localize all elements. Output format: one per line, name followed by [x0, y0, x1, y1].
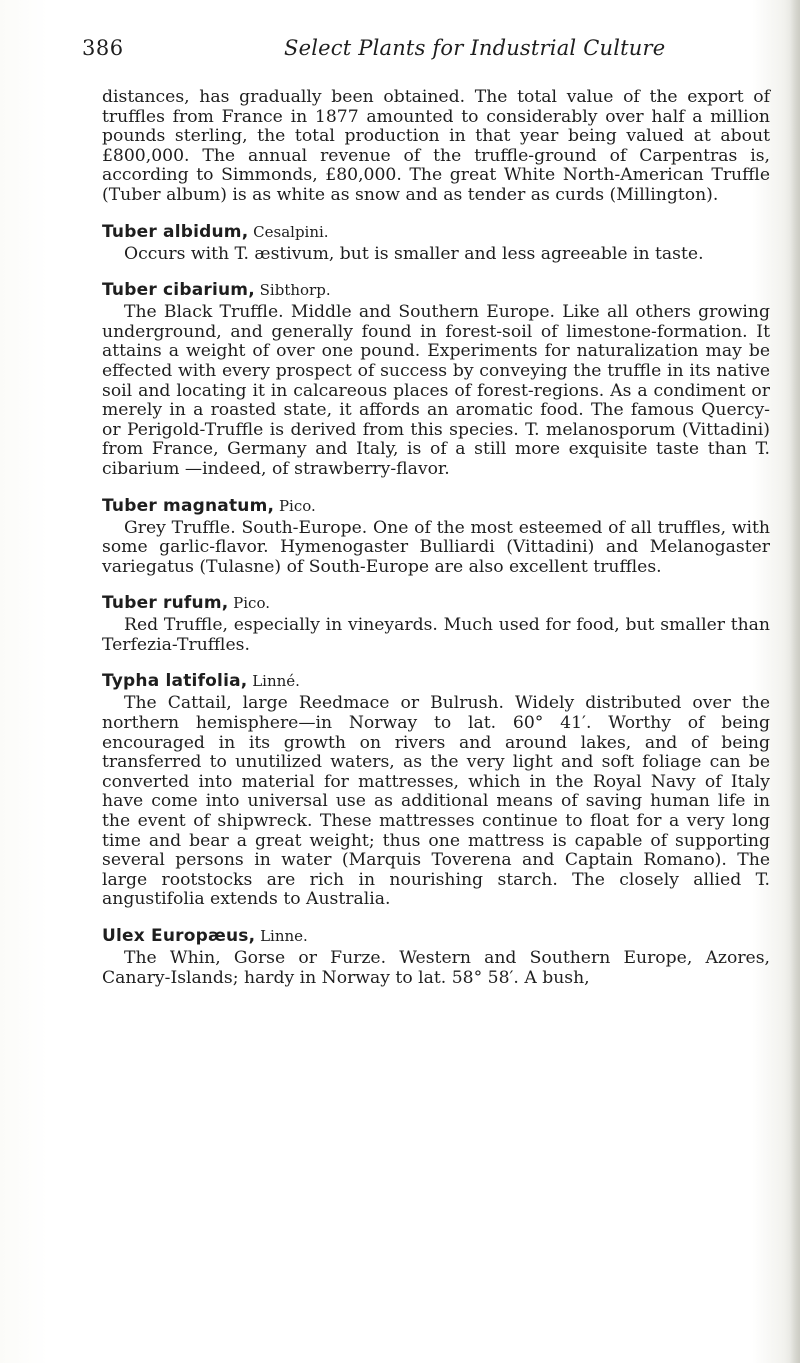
species-name: Tuber cibarium, [102, 280, 255, 301]
entry-description: Occurs with T. æstivum, but is smaller and less agreeable in taste. [124, 243, 704, 264]
entry-heading [102, 671, 770, 691]
entry-description: Red Truffle, especially in vineyards. Much used for food, but smaller than Terfezia-Truffles. [102, 615, 770, 655]
species-author: Cesalpini. [253, 222, 329, 241]
entry-description: The Cattail, large Reedmace or Bulrush. Widely distributed over the northern hemisphere—in Norway to lat. 60° 41′. Worthy of being encouraged in its growth on rivers and around lakes, and of being transferred to unutilized waters, as the very light and soft foliage can be converted into material for mattresses, which in the Royal Navy of Italy have come into universal use as additional means of saving human life in the event of shipwreck. These mattresses continue to float for a very long time and bear a great weight; thus one mattress is capable of supporting several persons in water (Marquis Toverena and Captain Romano). The large rootstocks are rich in nourishing starch. The closely allied T. angustifolia extends to Australia. [102, 693, 770, 910]
page-edge-shadow [790, 0, 800, 1363]
species-name: Tuber albidum, [102, 221, 249, 242]
species-name: Ulex Europæus, [102, 926, 256, 946]
species-author: Pico. [233, 594, 270, 613]
intro-paragraph: distances, has gradually been obtained. The total value of the export of truffles from France in 1877 amounted to considerably over half a million pounds sterling, the total production in that year being valued at about £800,000. The annual revenue of the truffle-ground of Carpentras is, according to Simmonds, £80,000. The great White North-American Truffle (Tuber album) is as white as snow and as tender as curds (Millington). [102, 87, 770, 205]
species-name: Tuber rufum, [102, 593, 229, 614]
entry-tuber-magnatum [102, 496, 770, 578]
entry-heading [102, 496, 770, 516]
entry-heading [102, 926, 770, 946]
entry-tuber-cibarium [102, 280, 770, 479]
entry-heading [102, 222, 770, 242]
species-author: Linné. [252, 672, 300, 691]
entry-heading [102, 280, 770, 300]
page-header [82, 36, 762, 66]
page-body [102, 88, 770, 988]
entry-typha-latifolia [102, 671, 770, 910]
entry-description: The Whin, Gorse or Furze. Western and Southern Europe, Azores, Canary-Islands; hardy in Norway to lat. 58° 58′. A bush, [102, 948, 770, 988]
species-author: Linne. [260, 927, 308, 945]
entry-heading [102, 593, 770, 613]
entry-description: The Black Truffle. Middle and Southern Europe. Like all others growing underground, and generally found in forest-soil of limestone-formation. It attains a weight of over one pound. Experiments for naturalization may be effected with every prospect of success by conveying the truffle in its native soil and locating it in calcareous places of forest-regions. As a condiment or merely in a roasted state, it affords an aromatic food. The famous Quercy- or Perigold-Truffle is derived from this species. T. melanosporum (Vittadini) from France, Germany and Italy, is of a still more exquisite taste than T. cibarium —indeed, of strawberry-flavor. [102, 302, 770, 479]
species-author: Pico. [278, 496, 316, 515]
species-author: Sibthorp. [259, 281, 331, 300]
species-name: Typha latifolia, [102, 671, 248, 692]
running-title: Select Plants for Industrial Culture [284, 36, 666, 60]
entry-tuber-rufum [102, 593, 770, 655]
entry-tuber-albidum [102, 222, 770, 265]
entry-description: Grey Truffle. South-Europe. One of the most esteemed of all truffles, with some garlic-flavor. Hymenogaster Bulliardi (Vittadini) and Melanogaster variegatus (Tulasne) of South-Europe are also excellent truffles. [102, 517, 770, 577]
page-number: 386 [82, 36, 124, 60]
entry-ulex-europaeus [102, 926, 770, 988]
species-name: Tuber magnatum, [102, 495, 275, 516]
